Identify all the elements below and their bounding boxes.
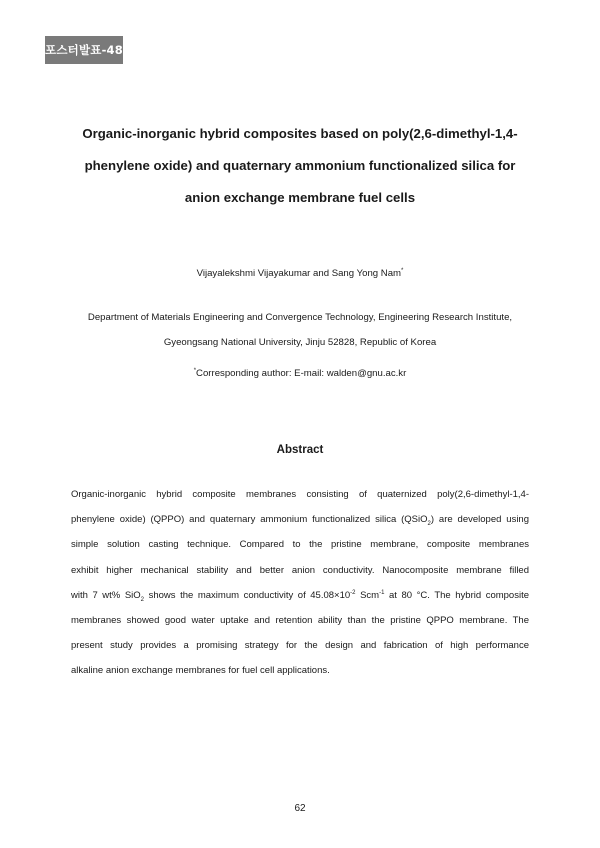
title-line: Organic-inorganic hybrid composites based on poly(2,6-dimethyl-1,4- (82, 126, 518, 141)
abstract-line: present study provides a promising strategy for the design and fabrication of high performance (71, 640, 529, 652)
abstract-heading: Abstract (276, 444, 324, 456)
abstract-line: Organic-inorganic hybrid composite membranes consisting of quaternized poly(2,6-dimethyl-1,4- (71, 489, 529, 500)
abstract-line: phenylene oxide) (QPPO) and quaternary ammonium functionalized silica (QSiO$_2$) are developed using (71, 514, 529, 528)
abstract-line: simple solution casting technique. Compared to the pristine membrane, composite membranes (71, 539, 529, 551)
paper-title (60, 118, 540, 214)
affiliation-line: Gyeongsang National University, Jinju 52828, Republic of Korea (163, 337, 437, 348)
corresponding-mark: * (193, 367, 197, 374)
corresponding-text: Corresponding author: E-mail: walden@gnu.ac.kr (196, 368, 407, 379)
authors-text: Vijayalekshmi Vijayakumar and Sang Yong Nam (196, 268, 402, 279)
abstract-line: exhibit higher mechanical stability and better anion conductivity. Nanocomposite membrane filled (71, 564, 529, 576)
abstract-body (71, 482, 529, 684)
author-list (0, 268, 600, 279)
affiliation-line: Department of Materials Engineering and Convergence Technology, Engineering Research Institute, (87, 312, 513, 323)
title-line: phenylene oxide) and quaternary ammonium functionalized silica for (84, 158, 516, 173)
abstract-line: membranes showed good water uptake and retention ability than the pristine QPPO membrane. The (71, 614, 529, 626)
session-badge: 포스터발표-48 (45, 36, 123, 64)
affiliation (40, 305, 560, 355)
corresponding-author (0, 368, 600, 379)
corresponding-mark: * (401, 267, 404, 274)
title-line: anion exchange membrane fuel cells (184, 190, 416, 205)
page-number: 62 (294, 803, 306, 814)
abstract-line: with 7 wt% SiO$_2$ shows the maximum conductivity of $45.08\times 10^{-2}$ Scm$^{-1}$ at 80 °C. The hybrid composite (71, 589, 529, 603)
abstract-line: alkaline anion exchange membranes for fuel cell applications. (71, 665, 330, 677)
